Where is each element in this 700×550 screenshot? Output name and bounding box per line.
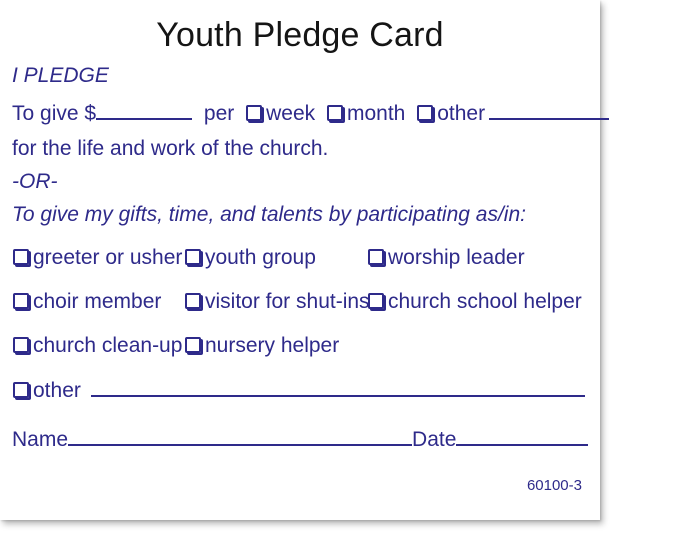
give-prefix: To give $ [12, 102, 97, 125]
option-item[interactable] [184, 334, 339, 358]
option-label: youth group [205, 246, 316, 269]
month-checkbox[interactable] [327, 105, 343, 121]
or-divider: -OR- [12, 170, 58, 193]
pledge-heading: I PLEDGE [12, 64, 109, 87]
other-option-row [12, 377, 585, 403]
other-frequency-label: other [437, 102, 486, 125]
option-item[interactable] [184, 246, 316, 270]
per-label: per [203, 102, 235, 125]
option-item[interactable] [12, 290, 161, 314]
other-option-field[interactable] [91, 377, 585, 397]
checkbox-icon[interactable] [185, 293, 201, 309]
month-label: month [346, 102, 406, 125]
week-label: week [266, 102, 316, 125]
option-item[interactable] [367, 290, 582, 314]
purpose-line: for the life and work of the church. [12, 137, 329, 160]
other-option-label: other [33, 379, 81, 402]
checkbox-icon[interactable] [368, 293, 384, 309]
other-option-checkbox[interactable] [13, 382, 29, 398]
date-label: Date [412, 428, 457, 451]
option-label: worship leader [388, 246, 525, 269]
name-date-row [12, 426, 588, 452]
name-label: Name [12, 428, 69, 451]
checkbox-icon[interactable] [368, 249, 384, 265]
option-label: greeter or usher [33, 246, 183, 269]
option-label: church clean-up [33, 334, 183, 357]
name-field[interactable] [68, 426, 412, 446]
option-item[interactable] [12, 334, 182, 358]
option-label: church school helper [388, 290, 582, 313]
gifts-line: To give my gifts, time, and talents by participating as/in: [12, 203, 526, 226]
option-item[interactable] [184, 290, 370, 314]
checkbox-icon[interactable] [13, 337, 29, 353]
checkbox-icon[interactable] [13, 293, 29, 309]
give-line [12, 100, 609, 126]
card-title: Youth Pledge Card [156, 16, 444, 54]
option-item[interactable] [367, 246, 525, 270]
checkbox-icon[interactable] [13, 249, 29, 265]
option-item[interactable] [12, 246, 182, 270]
option-label: visitor for shut-ins [205, 290, 370, 313]
form-code: 60100-3 [526, 477, 582, 494]
other-frequency-field[interactable] [489, 100, 609, 120]
option-label: choir member [33, 290, 162, 313]
option-label: nursery helper [205, 334, 340, 357]
checkbox-icon[interactable] [185, 249, 201, 265]
other-frequency-checkbox[interactable] [417, 105, 433, 121]
week-checkbox[interactable] [246, 105, 262, 121]
amount-field[interactable] [96, 100, 192, 120]
date-field[interactable] [456, 426, 588, 446]
checkbox-icon[interactable] [185, 337, 201, 353]
